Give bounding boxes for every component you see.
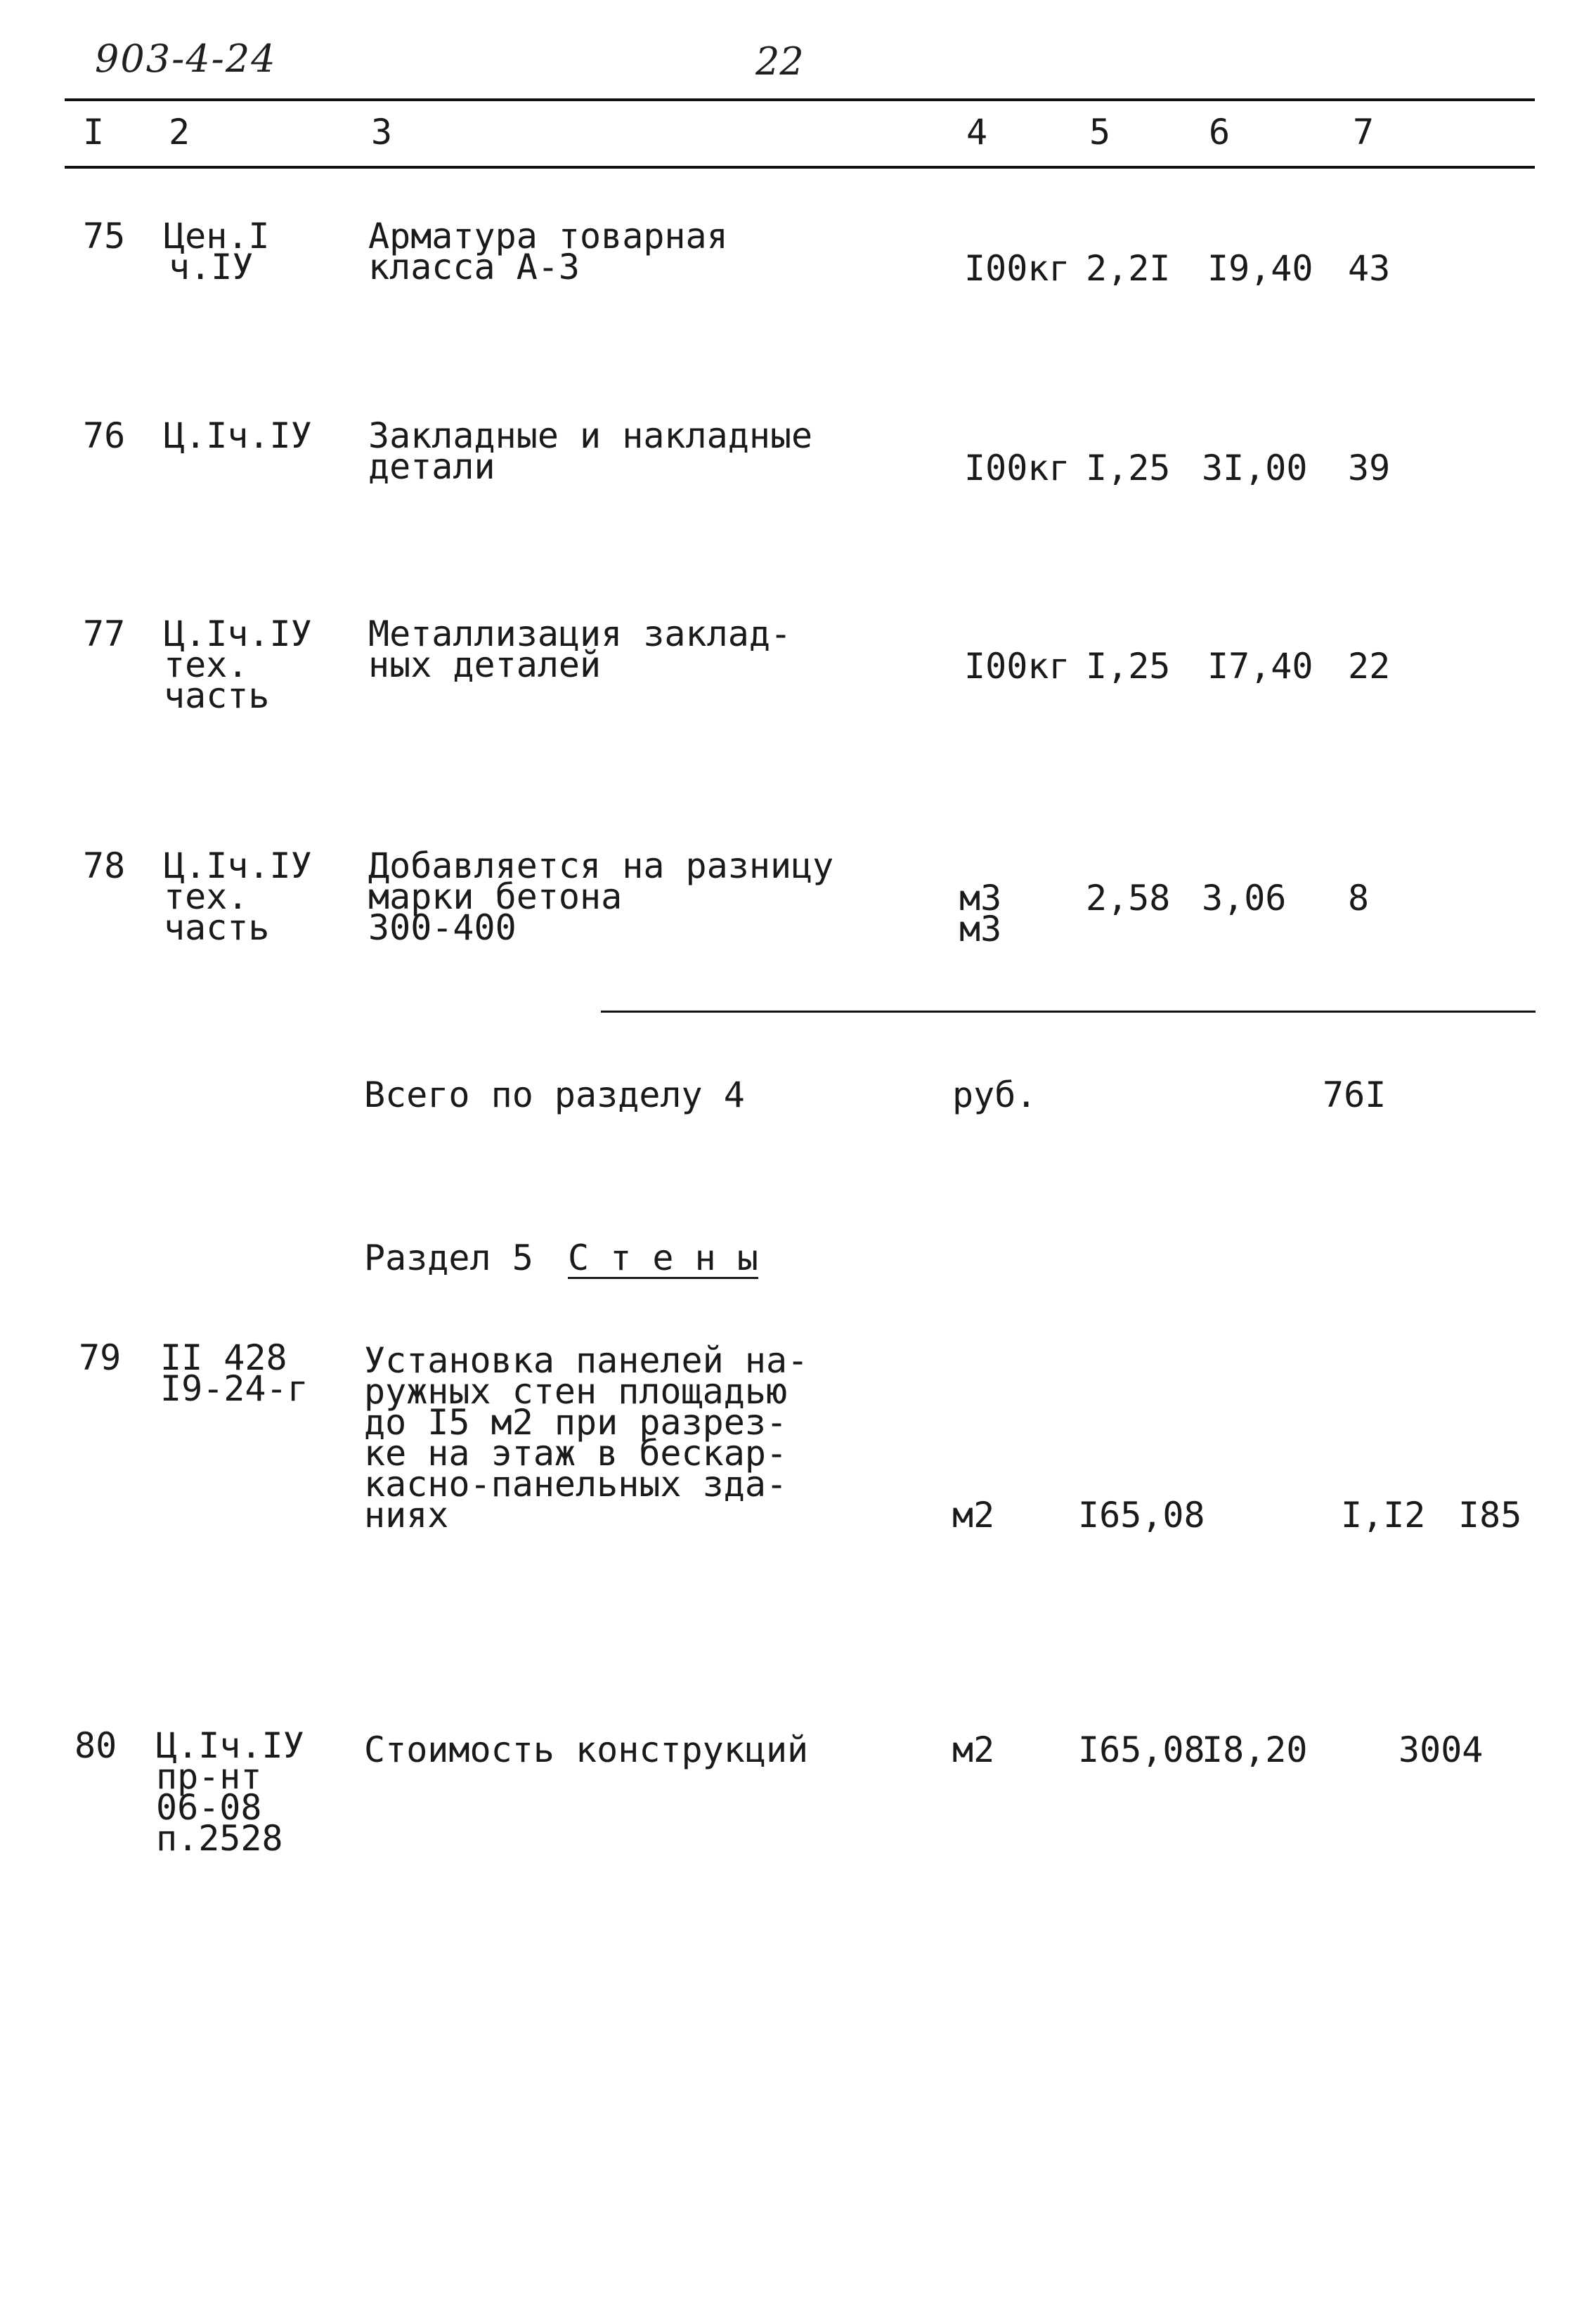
row-unit: I00кг (964, 448, 1070, 488)
row-col6: I9,40 (1207, 248, 1313, 289)
row-reference: 06-08 (156, 1787, 262, 1828)
row-col6: I,I2 (1341, 1495, 1426, 1536)
row-description: до I5 м2 при разрез- (364, 1402, 788, 1443)
row-description: касно-панельных зда- (364, 1464, 788, 1505)
header-bottom-rule (65, 166, 1535, 169)
row-reference: пр-нт (156, 1756, 262, 1797)
row-reference: тех. (164, 876, 249, 917)
subtotal-rule (601, 1011, 1536, 1013)
row-col5: I65,08 (1078, 1495, 1205, 1536)
row-number: 75 (83, 216, 126, 257)
row-reference: Ц.Iч.IУ (164, 415, 312, 456)
row-number: 79 (79, 1337, 122, 1378)
row-reference: Ц.Iч.IУ (164, 845, 312, 886)
section-heading-prefix: Раздел 5 (364, 1238, 533, 1278)
section-total-label: Всего по разделу 4 (364, 1075, 745, 1115)
row-col5: I65,08 (1078, 1729, 1205, 1770)
header-top-rule (65, 98, 1535, 101)
row-description: детали (368, 446, 495, 487)
row-number: 77 (83, 614, 126, 654)
row-description: Добавляется на разницу (368, 845, 834, 886)
row-reference: тех. (164, 644, 249, 685)
column-header-7: 7 (1353, 112, 1375, 152)
row-col5: 2,2I (1086, 248, 1171, 289)
row-col7: 39 (1348, 448, 1391, 488)
row-description: Установка панелей на- (364, 1340, 809, 1381)
document-code: 903-4-24 (95, 37, 277, 81)
row-unit: I00кг (964, 248, 1070, 289)
row-description: Закладные и накладные (368, 415, 813, 456)
row-col6: I7,40 (1207, 646, 1313, 687)
row-unit: м2 (952, 1729, 995, 1770)
row-col7: 43 (1348, 248, 1391, 289)
row-description: Арматура товарная (368, 216, 728, 257)
row-description: класса А-3 (368, 247, 580, 287)
row-unit: м3 (959, 909, 1002, 949)
section-total-value: 76I (1323, 1075, 1387, 1115)
column-header-5: 5 (1089, 112, 1111, 152)
row-col7: 3004 (1398, 1729, 1484, 1770)
row-col7: I85 (1458, 1495, 1522, 1536)
column-header-1: I (83, 112, 105, 152)
row-number: 78 (83, 845, 126, 886)
row-number: 80 (74, 1725, 117, 1766)
row-reference: Цен.I (164, 216, 270, 257)
row-reference: часть (164, 675, 270, 716)
section-total-unit: руб. (952, 1075, 1037, 1115)
row-description: ке на этаж в бескар- (364, 1433, 788, 1474)
row-col5: I,25 (1086, 646, 1171, 687)
column-header-4: 4 (966, 112, 988, 152)
row-description: ружных стен площадью (364, 1371, 788, 1412)
row-col6: 3,06 (1202, 878, 1287, 918)
row-col5: I,25 (1086, 448, 1171, 488)
column-header-6: 6 (1209, 112, 1231, 152)
row-description: ниях (364, 1495, 449, 1536)
row-unit: м3 (959, 878, 1002, 918)
page-number: 22 (755, 39, 804, 84)
section-heading-title: С т е н ы (568, 1238, 758, 1278)
row-col7: 22 (1348, 646, 1391, 687)
column-header-2: 2 (169, 112, 190, 152)
row-description: Металлизация заклад- (368, 614, 792, 654)
row-col6: I8,20 (1202, 1729, 1308, 1770)
row-unit: I00кг (964, 646, 1070, 687)
row-reference: ч.IУ (169, 247, 254, 287)
row-description: Стоимость конструкций (364, 1729, 809, 1770)
row-reference: Ц.Iч.IУ (164, 614, 312, 654)
row-unit: м2 (952, 1495, 995, 1536)
row-reference: II 428 (160, 1337, 287, 1378)
row-reference: Ц.Iч.IУ (156, 1725, 304, 1766)
row-description: ных деталей (368, 644, 602, 685)
row-number: 76 (83, 415, 126, 456)
row-reference: I9-24-г (160, 1368, 309, 1409)
row-reference: п.2528 (156, 1818, 283, 1859)
column-header-3: 3 (371, 112, 393, 152)
row-description: 300-400 (368, 907, 517, 948)
row-description: марки бетона (368, 876, 623, 917)
row-col6: 3I,00 (1202, 448, 1308, 488)
row-reference: часть (164, 907, 270, 948)
row-col7: 8 (1348, 878, 1370, 918)
row-col5: 2,58 (1086, 878, 1171, 918)
